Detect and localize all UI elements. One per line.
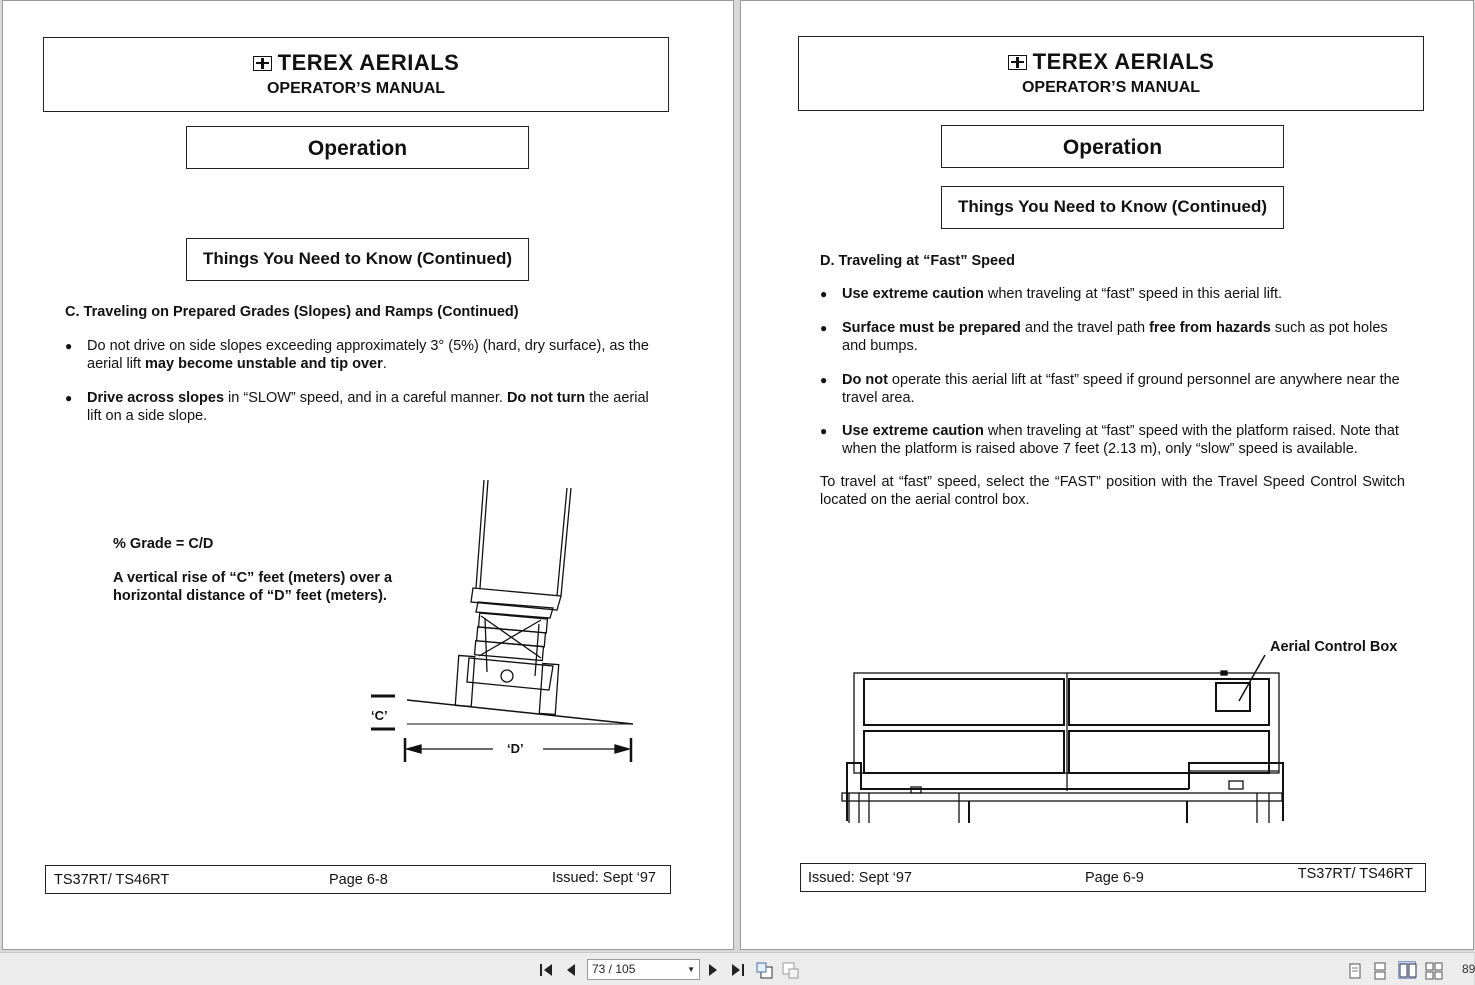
bullet-emphasis: Do not bbox=[842, 372, 888, 388]
footer-page-number: Page 6-8 bbox=[329, 872, 388, 888]
label-d: ‘D’ bbox=[507, 741, 524, 756]
bullet-icon: ● bbox=[820, 424, 828, 438]
bullet-text: Do not drive on side slopes exceeding approximately 3° (5%) (hard, dry surface), as the aerial lift bbox=[87, 338, 649, 372]
bullet-item bbox=[65, 337, 657, 373]
terex-logo-icon bbox=[1008, 55, 1027, 70]
callout-aerial-control-box: Aerial Control Box bbox=[1270, 639, 1398, 655]
section-title: Operation bbox=[1062, 136, 1163, 159]
section-title: Operation bbox=[307, 137, 408, 160]
continuous-facing-icon[interactable] bbox=[1424, 961, 1442, 979]
page-footer bbox=[800, 863, 1426, 892]
terex-logo-icon bbox=[253, 56, 272, 71]
bullet-text: such as pot holes and bumps. bbox=[842, 320, 1388, 354]
footer-model: TS37RT/ TS46RT bbox=[1297, 866, 1413, 882]
footer-issued: Issued: Sept ‘97 bbox=[808, 870, 912, 886]
footer-issued: Issued: Sept ‘97 bbox=[552, 870, 656, 886]
bullet-emphasis: Surface must be prepared bbox=[842, 320, 1021, 336]
bullet-emphasis: Drive across slopes bbox=[87, 390, 225, 406]
bullet-text: and the travel path bbox=[1020, 320, 1150, 336]
bullet-icon: ● bbox=[65, 391, 73, 405]
bullet-text: when traveling at “fast” speed in this aerial lift. bbox=[983, 286, 1283, 302]
footer-model: TS37RT/ TS46RT bbox=[54, 872, 170, 888]
subsection-title: Things You Need to Know (Continued) bbox=[202, 249, 513, 268]
viewer-toolbar bbox=[0, 952, 1474, 985]
continuous-page-icon[interactable] bbox=[1370, 961, 1388, 979]
next-page-icon[interactable] bbox=[705, 962, 721, 978]
single-page-icon[interactable] bbox=[1345, 961, 1363, 979]
zoom-level[interactable]: 89 bbox=[1462, 962, 1475, 976]
facing-pages-icon[interactable] bbox=[1398, 961, 1416, 979]
manual-subtitle: OPERATOR’S MANUAL bbox=[1021, 79, 1201, 96]
first-page-icon[interactable] bbox=[538, 962, 554, 978]
bullet-emphasis: Use extreme caution bbox=[842, 286, 984, 302]
section-d-heading: D. Traveling at “Fast” Speed bbox=[820, 253, 1015, 269]
bullet-item bbox=[820, 319, 1412, 355]
pdf-page-right bbox=[740, 0, 1474, 950]
bullet-item bbox=[820, 422, 1412, 458]
header-box bbox=[798, 36, 1424, 111]
bullet-icon: ● bbox=[820, 287, 828, 301]
page-footer bbox=[45, 865, 671, 894]
chevron-down-icon[interactable]: ▼ bbox=[687, 965, 695, 974]
bullet-emphasis: free from hazards bbox=[1149, 320, 1271, 336]
brand-name: TEREX AERIALS bbox=[1032, 49, 1215, 74]
last-page-icon[interactable] bbox=[730, 962, 746, 978]
pdf-page-left bbox=[2, 0, 734, 950]
bullet-item bbox=[820, 371, 1412, 407]
grade-formula: % Grade = C/D bbox=[113, 536, 214, 552]
header-box bbox=[43, 37, 669, 112]
prev-page-icon[interactable] bbox=[563, 962, 579, 978]
bullet-icon: ● bbox=[65, 339, 73, 353]
subsection-title-box bbox=[941, 186, 1284, 229]
subsection-title-box bbox=[186, 238, 529, 281]
footer-page-number: Page 6-9 bbox=[1085, 870, 1144, 886]
grade-description: A vertical rise of “C” feet (meters) over a horizontal distance of “D” feet (meters). bbox=[113, 570, 393, 604]
bullet-item bbox=[65, 389, 657, 425]
section-title-box bbox=[186, 126, 529, 169]
back-view-icon[interactable] bbox=[756, 962, 772, 978]
manual-subtitle: OPERATOR’S MANUAL bbox=[266, 80, 446, 97]
bullet-text: when traveling at “fast” speed with the platform raised. Note that when the platform is raised above 7 feet (2.13 m), only “slow” speed is available. bbox=[842, 423, 1399, 457]
label-c: ‘C’ bbox=[371, 708, 388, 723]
brand bbox=[799, 49, 1423, 75]
bullet-item bbox=[820, 285, 1412, 303]
bullet-icon: ● bbox=[820, 373, 828, 387]
bullet-text: the aerial lift on a side slope. bbox=[87, 390, 649, 424]
subsection-title: Things You Need to Know (Continued) bbox=[957, 197, 1268, 216]
fast-speed-paragraph: To travel at “fast” speed, select the “FAST” position with the Travel Speed Control Switch located on the aerial control box. bbox=[820, 474, 1405, 508]
bullet-text: operate this aerial lift at “fast” speed if ground personnel are anywhere near the travel area. bbox=[842, 372, 1400, 406]
bullet-text: . bbox=[382, 356, 387, 372]
bullet-emphasis: Do not turn bbox=[506, 390, 586, 406]
page-indicator: 73 / 105 bbox=[592, 962, 636, 976]
page-number-field[interactable] bbox=[587, 959, 700, 980]
section-c-heading: C. Traveling on Prepared Grades (Slopes) and Ramps (Continued) bbox=[65, 304, 519, 320]
slope-diagram bbox=[363, 476, 663, 776]
brand bbox=[44, 50, 668, 76]
bullet-icon: ● bbox=[820, 321, 828, 335]
bullet-text: in “SLOW” speed, and in a careful manner. bbox=[224, 390, 507, 406]
bullet-emphasis: may become unstable and tip over bbox=[145, 356, 383, 372]
bullet-emphasis: Use extreme caution bbox=[842, 423, 984, 439]
brand-name: TEREX AERIALS bbox=[277, 50, 460, 75]
forward-view-icon[interactable] bbox=[782, 962, 798, 978]
aerial-lift-side-view bbox=[839, 661, 1299, 831]
section-title-box bbox=[941, 125, 1284, 168]
